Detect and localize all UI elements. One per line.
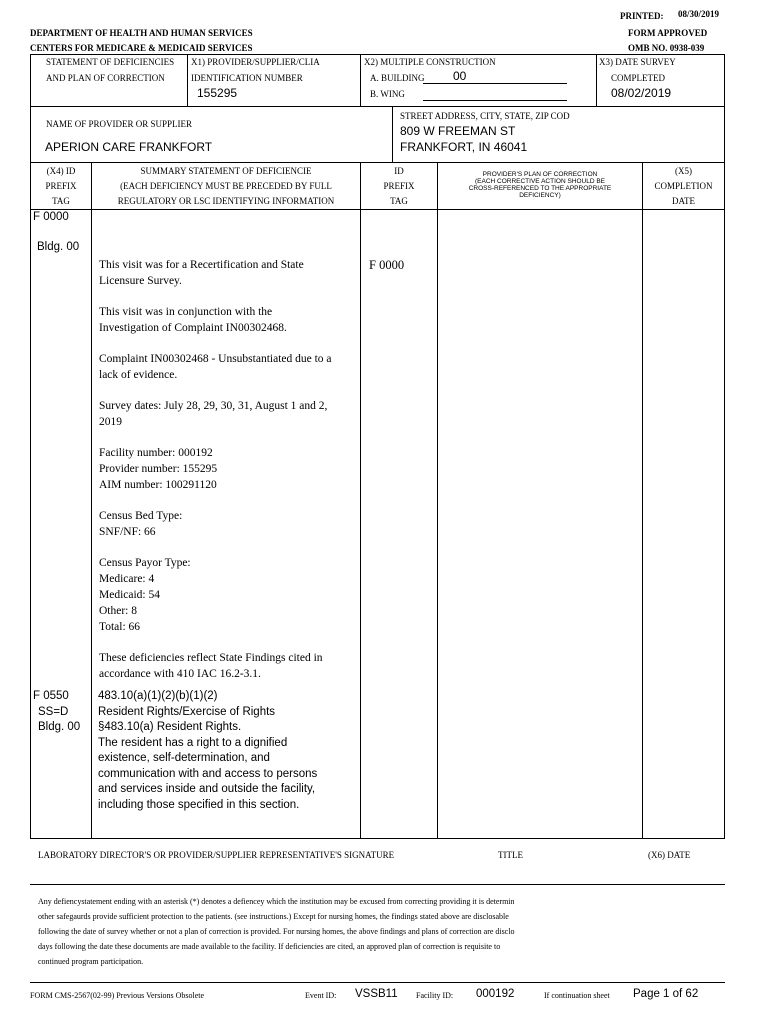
x6-date-label: (X6) DATE (648, 850, 691, 860)
director-signature-label: LABORATORY DIRECTOR'S OR PROVIDER/SUPPLIER REPRESENTATIVE'S SIGNATURE (38, 850, 395, 860)
census-bed-snf: SNF/NF: 66 (99, 526, 156, 538)
plan-header-3: CROSS-REFERENCED TO THE APPROPRIATE (468, 185, 612, 192)
tag-f0550: F 0550 (33, 690, 69, 702)
statement-label-2: AND PLAN OF CORRECTION (46, 73, 165, 83)
provider-name-value: APERION CARE FRANKFORT (45, 140, 213, 154)
event-id-value: VSSB11 (355, 988, 398, 1000)
facility-id-value: 000192 (476, 988, 515, 1000)
rule (360, 54, 361, 106)
summary-header-3: REGULATORY OR LSC IDENTIFYING INFORMATION (117, 196, 335, 206)
x4-header-2: PREFIX (45, 181, 77, 191)
census-other: Other: 8 (99, 605, 138, 617)
scope-severity: SS=D (38, 705, 69, 718)
rule (30, 162, 725, 163)
printed-label: PRINTED: (620, 11, 664, 21)
rule (30, 209, 725, 210)
plan-header-4: DEFICIENCY) (519, 192, 561, 199)
id-header-3: TAG (390, 196, 408, 206)
building-underline (423, 83, 567, 84)
facility-id-label: Facility ID: (416, 991, 454, 1000)
plan-header (438, 171, 642, 199)
rule (596, 54, 597, 106)
disclaimer-line: continued program participation. (38, 957, 144, 966)
state-findings: These deficiencies reflect State Findings cited in accordance with 410 IAC 16.2-3.1. (99, 652, 323, 680)
rule (30, 54, 725, 55)
rule (642, 162, 643, 838)
paragraph: Survey dates: July 28, 29, 30, 31, August 1 and 2, 2019 (99, 400, 328, 428)
x5-header-1: (X5) (675, 166, 692, 176)
id-header-2: PREFIX (383, 181, 415, 191)
rule (30, 982, 725, 983)
provider-id-value: 155295 (197, 86, 238, 100)
census-total: Total: 66 (99, 621, 141, 633)
rule (437, 162, 438, 838)
regulation-title: Resident Rights/Exercise of Rights (98, 705, 276, 718)
disclaimer (38, 894, 728, 969)
disclaimer-line: other safegaurds provide sufficient protection to the patients. (see instructions.) Except for nursing homes, the findings stated above are disclosable (38, 912, 509, 921)
wing-underline (423, 100, 567, 101)
disclaimer-line: following the date of survey whether or not a plan of correction is provided. For nursing homes, the above findings and plans of correction are disclo (38, 927, 515, 936)
summary-header-1: SUMMARY STATEMENT OF DEFICIENCIE (140, 166, 312, 176)
provider-number: Provider number: 155295 (99, 463, 218, 475)
centers-heading: CENTERS FOR MEDICARE & MEDICAID SERVICES (30, 43, 253, 53)
address-line-1: 809 W FREEMAN ST (400, 124, 516, 138)
address-label: STREET ADDRESS, CITY, STATE, ZIP COD (400, 111, 570, 121)
address-line-2: FRANKFORT, IN 46041 (400, 140, 528, 154)
x5-header-2: COMPLETION (654, 181, 713, 191)
form-number: FORM CMS-2567(02-99) Previous Versions Obsolete (30, 991, 205, 1000)
regulation-section: §483.10(a) Resident Rights. (98, 721, 242, 733)
aim-number: AIM number: 100291120 (99, 479, 217, 491)
omb-number: OMB NO. 0938-039 (628, 43, 705, 53)
paragraph: This visit was for a Recertification and State Licensure Survey. (99, 259, 304, 287)
building-value: 00 (453, 69, 467, 83)
census-medicaid: Medicaid: 54 (99, 589, 160, 601)
rule (30, 884, 725, 885)
regulation-body: The resident has a right to a dignified existence, self-determination, and communication with and access to persons and services inside and outside the facility, including those specified in this section. (98, 736, 318, 811)
regulation-citation: 483.10(a)(1)(2)(b)(1)(2) (98, 690, 218, 702)
bldg-label: Bldg. 00 (37, 241, 80, 253)
id-header-1: ID (394, 166, 404, 176)
x4-header-3: TAG (52, 196, 70, 206)
event-id-label: Event ID: (305, 991, 337, 1000)
tag-f0000: F 0000 (33, 211, 69, 223)
census-payor-label: Census Payor Type: (99, 557, 191, 569)
regulation-block (98, 689, 330, 813)
disclaimer-line: Any defiencystatement ending with an asterisk (*) denotes a defiencey which the institution may be excused from correcting providing it is determin (38, 897, 515, 906)
continuation-label: If continuation sheet (544, 991, 610, 1000)
summary-header-2: (EACH DEFICIENCY MUST BE PRECEDED BY FULL (120, 181, 332, 191)
title-label: TITLE (498, 850, 523, 860)
form-approved-label: FORM APPROVED (628, 28, 708, 38)
x1-sublabel: IDENTIFICATION NUMBER (191, 73, 303, 83)
summary-body (99, 257, 335, 697)
rule (30, 838, 725, 839)
census-medicare: Medicare: 4 (99, 573, 155, 585)
paragraph: This visit was in conjunction with the Investigation of Complaint IN00302468. (99, 306, 287, 334)
printed-date: 08/30/2019 (678, 9, 720, 19)
statement-label: STATEMENT OF DEFICIENCIES (46, 57, 175, 67)
plan-header-2: (EACH CORRECTIVE ACTION SHOULD BE (474, 178, 606, 185)
page-number: Page 1 of 62 (633, 988, 699, 1000)
paragraph: Complaint IN00302468 - Unsubstantiated due to a lack of evidence. (99, 353, 332, 381)
tag-f0550-block (33, 689, 80, 736)
bldg-label: Bldg. 00 (38, 721, 81, 733)
rule (392, 106, 393, 162)
rule (360, 162, 361, 838)
department-heading: DEPARTMENT OF HEALTH AND HUMAN SERVICES (30, 28, 253, 38)
plan-header-1: PROVIDER'S PLAN OF CORRECTION (482, 171, 598, 178)
survey-completed-date: 08/02/2019 (611, 86, 672, 100)
x1-label: X1) PROVIDER/SUPPLIER/CLIA (191, 57, 320, 67)
wing-label: B. WING (370, 89, 405, 99)
rule (91, 162, 92, 838)
right-tag-f0000: F 0000 (369, 258, 405, 272)
rule (187, 54, 188, 106)
rule (30, 106, 725, 107)
building-label: A. BUILDING (370, 73, 425, 83)
x3-label: X3) DATE SURVEY (599, 57, 676, 67)
facility-number: Facility number: 000192 (99, 447, 213, 459)
provider-name-label: NAME OF PROVIDER OR SUPPLIER (46, 119, 193, 129)
x5-header-3: DATE (672, 196, 695, 206)
census-bed-label: Census Bed Type: (99, 510, 183, 522)
rule (724, 54, 725, 838)
x3-sublabel: COMPLETED (611, 73, 665, 83)
x4-header-1: (X4) ID (46, 166, 76, 176)
disclaimer-line: days following the date these documents are made available to the facility. If deficiencies are cited, an approved plan of correction is requisite to (38, 942, 501, 951)
x2-label: X2) MULTIPLE CONSTRUCTION (364, 57, 496, 67)
